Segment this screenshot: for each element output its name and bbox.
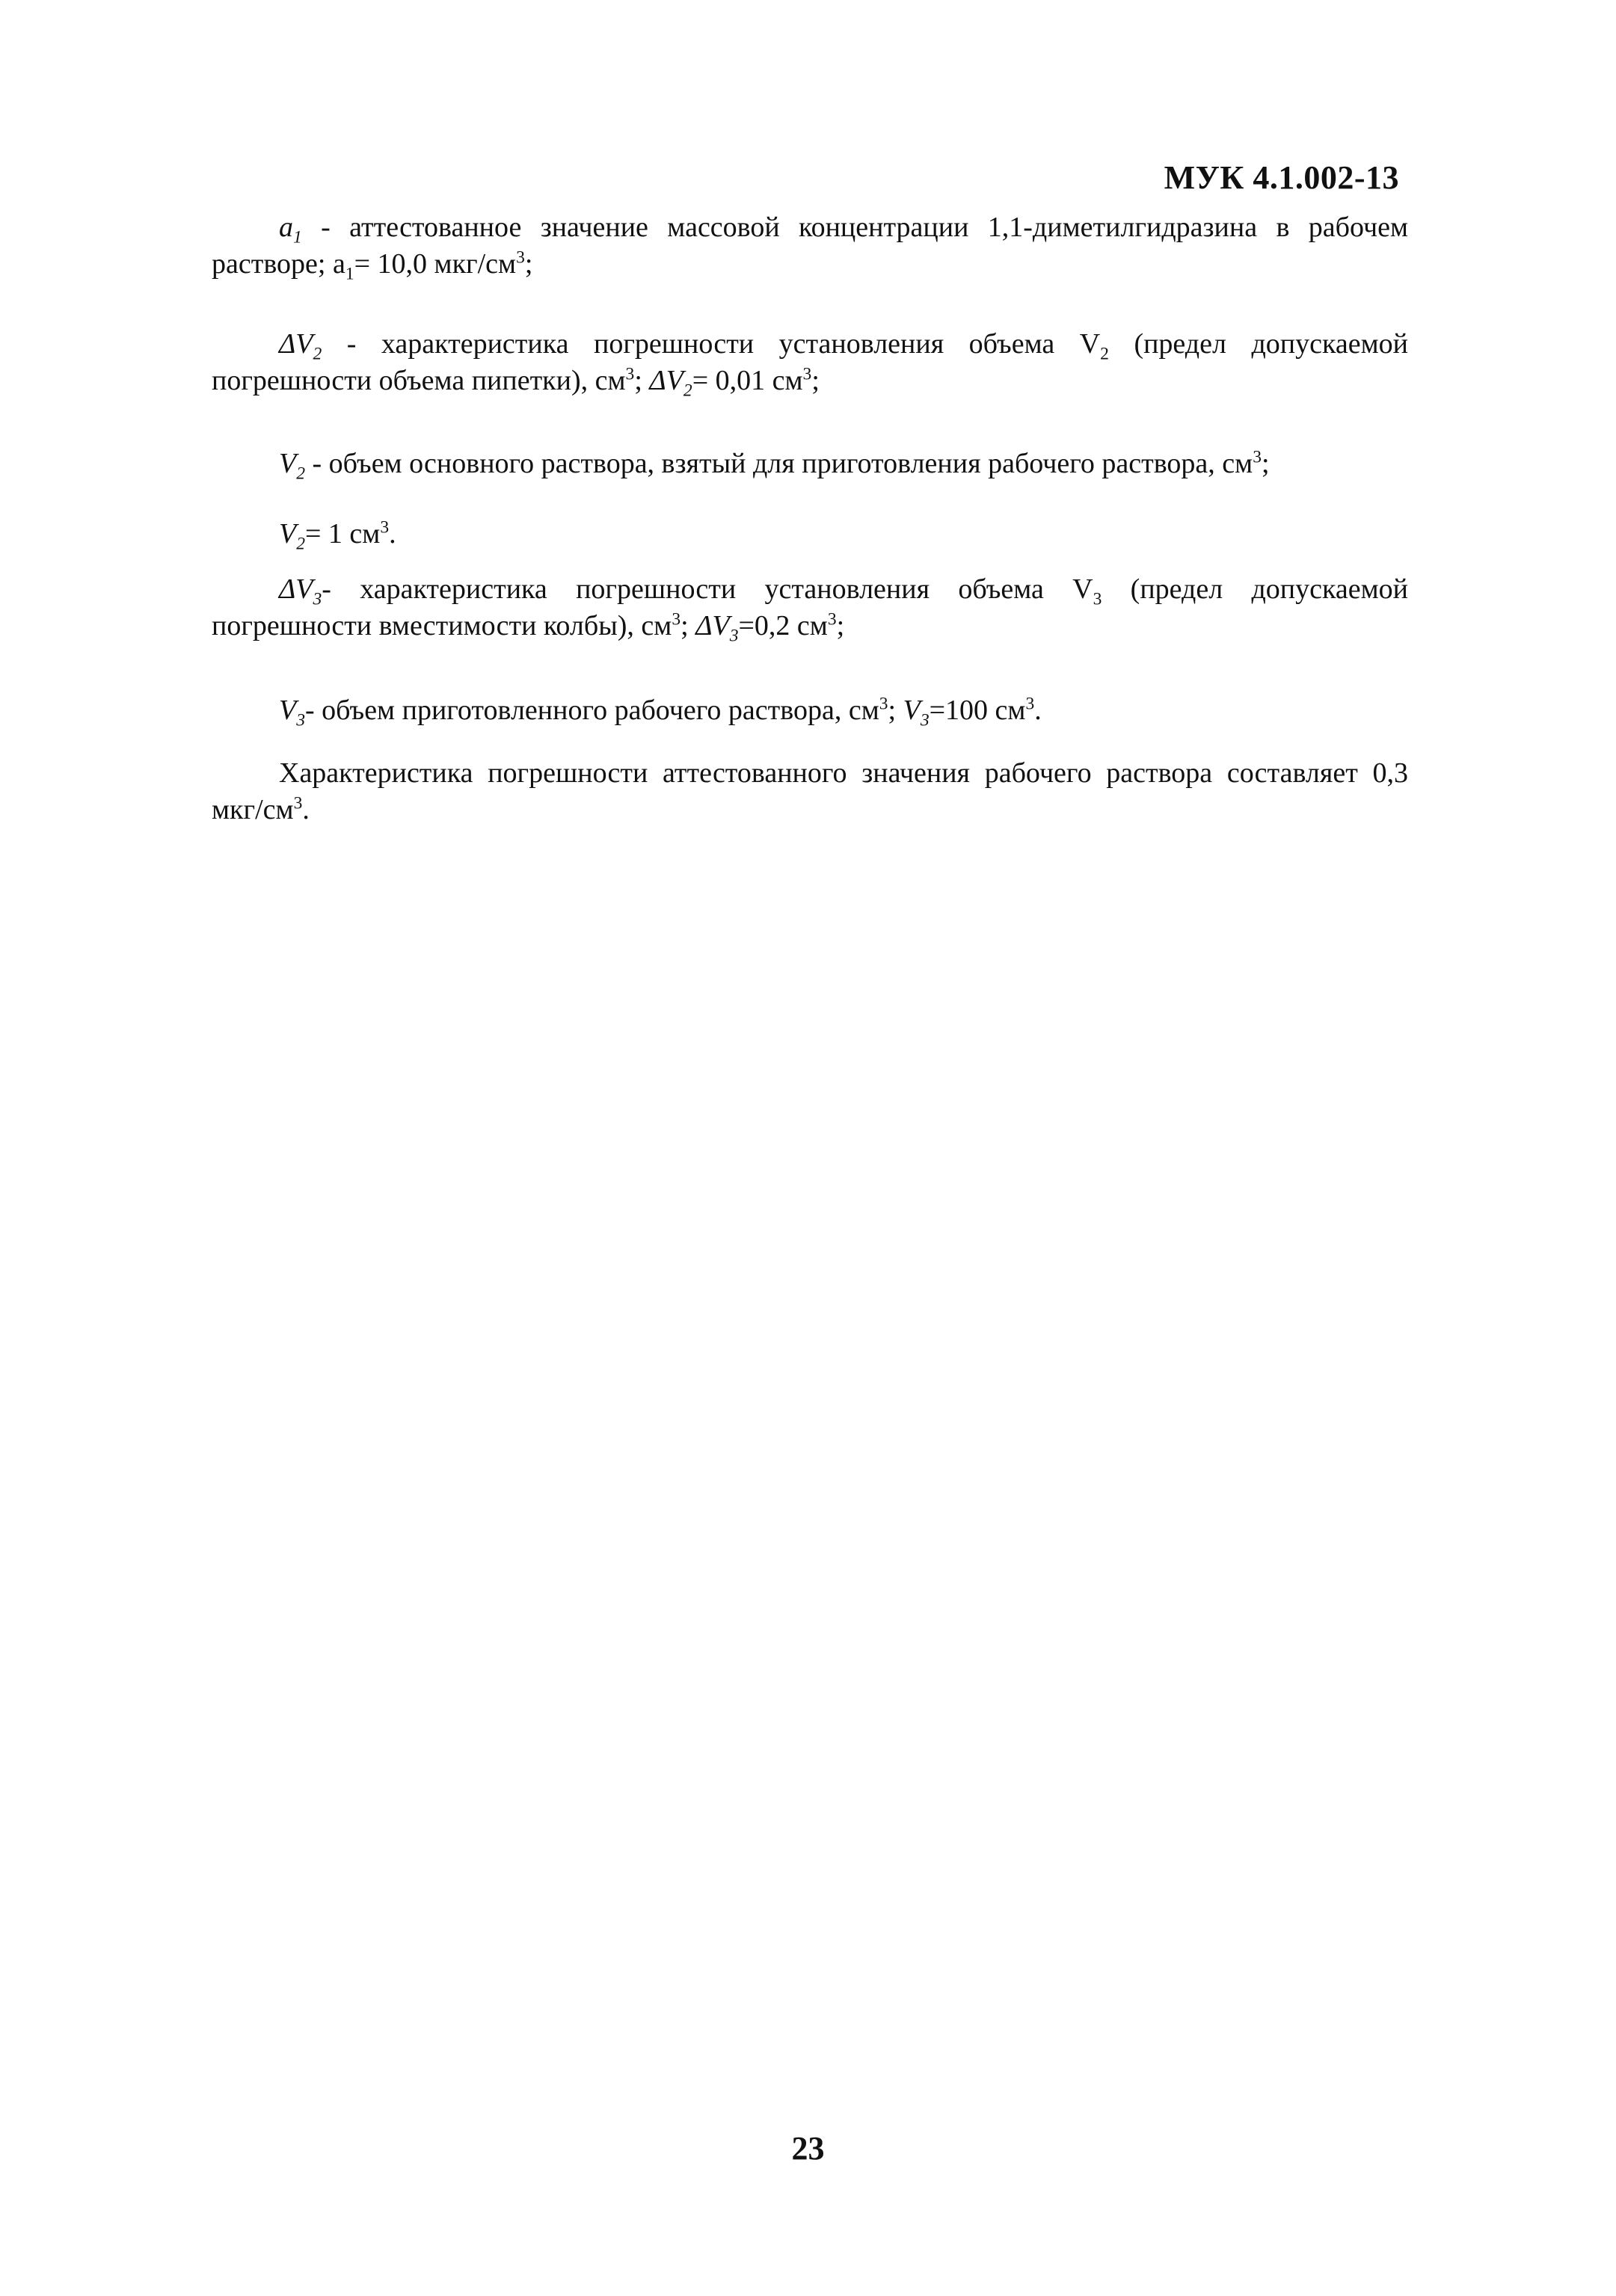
symbol-delta-v3-inline: $\Delta V_3$	[695, 610, 739, 646]
symbol-v2-value: $V_2$	[279, 518, 305, 554]
paragraph-a1: $a_1$ - аттестованное значение массовой концентрации 1,1-диметилгидразина в рабочем растворе; $a_1= 10,0$ мкг/$см^3$;	[212, 212, 1408, 284]
symbol-delta-v2: $\Delta V_2$	[279, 328, 322, 364]
paragraph-v2: $V_2$ - объем основного раствора, взятый для приготовления рабочего раствора, $см^3$;	[279, 447, 1270, 484]
paragraph-delta-v3: $\Delta V_3-$ характеристика погрешности установления объема $V_3$ (предел допускаемой погрешности вместимости колбы), $см^3$; $\Delta V_3=0,2$ $см^3$;	[212, 573, 1409, 646]
symbol-v3-inline: $V_3$	[903, 695, 930, 730]
page-number: 23	[791, 2130, 825, 2167]
paragraph-summary: Характеристика погрешности аттестованного значения рабочего раствора составляет 0,3 мкг/$см^3$.	[212, 757, 1408, 826]
document-code: МУК 4.1.002-13	[1164, 159, 1399, 196]
symbol-a1: $a_1$	[279, 212, 302, 247]
paragraph-v3: $V_3-$ объем приготовленного рабочего раствора, $см^3$; $V_3=100$ $см^3$.	[279, 694, 1042, 730]
symbol-delta-v3: $\Delta V_3$	[279, 573, 322, 609]
paragraph-delta-v2: $\Delta V_2$ - характеристика погрешности установления объема $V_2$ (предел допускаемой погрешности объема пипетки), $см^3$; $\Delta V_2= 0,01$ $см^3$;	[212, 328, 1408, 401]
symbol-v2: $V_2$	[279, 448, 305, 484]
paragraph-v2-value: $V_2= 1$ $см^3$.	[279, 517, 396, 554]
symbol-v3: $V_3$	[279, 695, 305, 730]
symbol-delta-v2-inline: $\Delta V_2$	[649, 365, 692, 401]
